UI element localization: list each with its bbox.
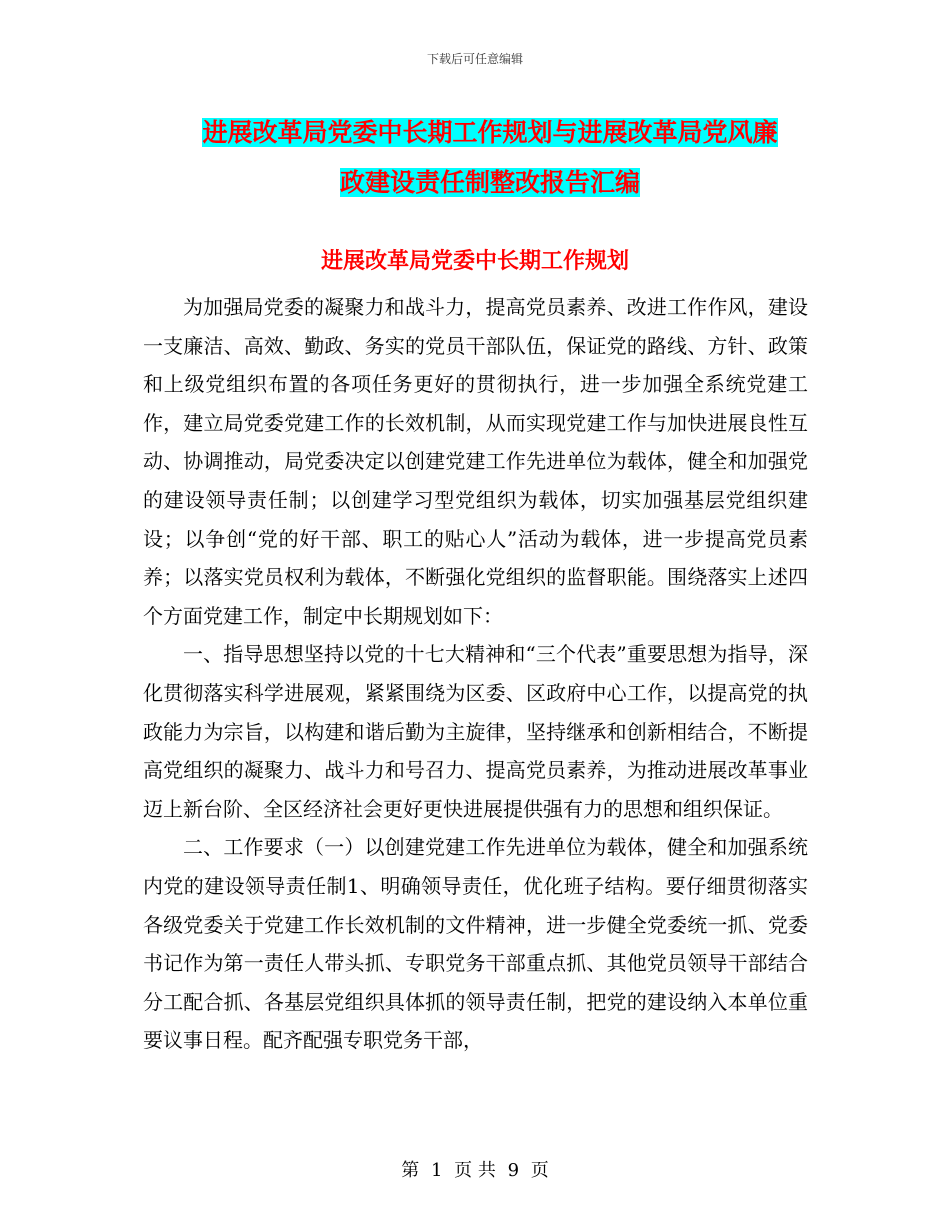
header-note: 下载后可任意编辑 — [426, 52, 523, 66]
document-body — [143, 288, 808, 1060]
main-title-line-1: 进展改革局党委中长期工作规划与进展改革局党风廉 — [202, 118, 778, 147]
main-title-line-2: 政建设责任制整改报告汇编 — [339, 168, 640, 197]
paragraph-intro: 为加强局党委的凝聚力和战斗力，提高党员素养、改进工作作风，建设一支廉洁、高效、勤政、务实的党员干部队伍，保证党的路线、方针、政策和上级党组织布置的各项任务更好的贯彻执行，进一步加强全系统党建工作，建立局党委党建工作的长效机制，从而实现党建工作与加快进展良性互动、协调推动，局党委决定以创建党建工作先进单位为载体，健全和加强党的建设领导责任制；以创建学习型党组织为载体，切实加强基层党组织建设；以争创“党的好干部、职工的贴心人”活动为载体，进一步提高党员素养；以落实党员权利为载体，不断强化党组织的监督职能。围绕落实上述四个方面党建工作，制定中长期规划如下： — [143, 295, 808, 628]
paragraph-work-requirements: 二、工作要求（一）以创建党建工作先进单位为载体，健全和加强系统内党的建设领导责任制1、明确领导责任，优化班子结构。要仔细贯彻落实各级党委关于党建工作长效机制的文件精神，进一步健全党委统一抓、党委书记作为第一责任人带头抓、专职党务干部重点抓、其他党员领导干部结合分工配合抓、各基层党组织具体抓的领导责任制，把党的建设纳入本单位重要议事日程。配齐配强专职党务干部， — [143, 835, 808, 1053]
paragraph-guiding-ideology: 一、指导思想坚持以党的十七大精神和“三个代表”重要思想为指导，深化贯彻落实科学进展观，紧紧围绕为区委、区政府中心工作，以提高党的执政能力为宗旨，以构建和谐后勤为主旋律，坚持继承和创新相结合，不断提高党组织的凝聚力、战斗力和号召力、提高党员素养，为推动进展改革事业迈上新台阶、全区经济社会更好更快进展提供强有力的思想和组织保证。 — [143, 642, 808, 821]
footer-total-pages: 9 — [507, 1160, 520, 1181]
page-footer — [0, 1156, 950, 1182]
footer-suffix: 页 — [530, 1160, 549, 1181]
footer-page-number: 1 — [430, 1160, 443, 1181]
section-title: 进展改革局党委中长期工作规划 — [320, 248, 629, 274]
main-title — [150, 108, 830, 208]
footer-middle: 页 共 — [454, 1160, 496, 1181]
footer-prefix: 第 — [401, 1160, 420, 1181]
